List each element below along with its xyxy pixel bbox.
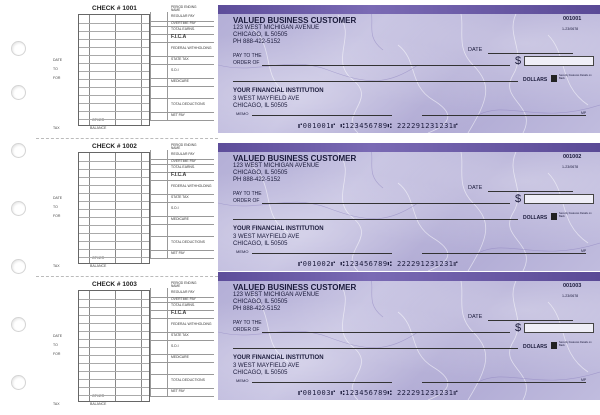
ledger-row-line [79,233,149,234]
binder-hole [11,317,26,332]
signature-line[interactable] [422,382,586,383]
ledger-row-line [79,201,149,202]
ledger-row-line [79,387,149,388]
dollars-label: DOLLARS [523,77,548,83]
bank-name: YOUR FINANCIAL INSTITUTION [233,355,324,361]
mp-label: MP [581,111,587,115]
stub-tax-label: TAX [53,126,60,130]
payroll-row-label: TOTAL DEDUCTIONS [171,240,205,244]
dollar-sign: $ [515,193,522,205]
ledger-row-line [79,307,149,308]
check-stub [36,138,218,276]
period-ending-label: PERIOD ENDING NAME [171,281,197,289]
payroll-row-label: FEDERAL WITHHOLDING [171,184,212,188]
payroll-row-box [150,288,168,297]
signature-line[interactable] [422,115,586,116]
stub-balance-label: BALANCE [90,264,107,268]
payroll-row-box [150,374,168,388]
business-address-1: 123 WEST MICHIGAN AVENUE [233,25,320,31]
payroll-row-label: TOTAL EARNS. [171,165,196,169]
payroll-row-box [150,164,168,172]
payroll-row-label: MEDICARE [171,355,189,359]
mp-label: MP [581,378,587,382]
stub-for-label: FOR [53,76,61,80]
stub-to-label: TO [53,67,58,71]
business-name: VALUED BUSINESS CUSTOMER [233,283,357,292]
padlock-icon [551,75,557,82]
pay-to-label: PAY TO THE ORDER OF [233,320,262,333]
ledger-row-line [79,185,149,186]
stub-other-label: OTHER [92,394,105,398]
business-address-1: 123 WEST MICHIGAN AVENUE [233,163,320,169]
stub-to-label: TO [53,343,58,347]
padlock-icon [551,342,557,349]
stub-date-label: DATE [53,58,63,62]
stub-perforation [36,138,218,139]
payroll-row[interactable] [150,202,214,217]
stub-for-label: FOR [53,352,61,356]
payroll-row[interactable] [150,42,214,57]
payroll-row-box [150,340,168,354]
stub-payroll-table [150,281,216,408]
stub-check-number: CHECK # 1003 [92,281,137,288]
ledger-row-line [79,225,149,226]
payroll-row-label: TOTAL EARNS. [171,27,196,31]
payroll-row-label: STATE TAX [171,195,189,199]
payroll-row-label: STATE TAX [171,333,189,337]
stub-payroll-table [150,5,216,132]
period-ending-label: PERIOD ENDING NAME [171,5,197,13]
memo-field[interactable] [252,253,392,254]
security-features-note: Security Features Details on Back [559,74,592,80]
ledger-row-line [79,111,149,112]
business-phone: PH 888-422-5152 [233,177,281,183]
stub-date-label: DATE [53,334,63,338]
check-number: 001002 [563,154,582,160]
micr-line: ⑈001002⑈ ⑆123456789⑆ 222291231231⑈ [298,260,459,268]
stub-check-number: CHECK # 1002 [92,143,137,150]
check [218,5,600,133]
payroll-row-box [150,216,168,224]
signature-line[interactable] [422,253,586,254]
business-address-2: CHICAGO, IL 50505 [233,32,288,38]
payee-field[interactable] [262,203,510,204]
pay-to-label: PAY TO THE ORDER OF [233,53,262,66]
payroll-row-label: STATE TAX [171,57,189,61]
ledger-row-line [79,47,149,48]
payroll-row-box [150,42,168,56]
ledger-row-line [79,347,149,348]
written-amount-field[interactable] [233,81,518,82]
payroll-row-label: F.I.C.A [171,34,187,40]
binder-hole [11,201,26,216]
stub-to-label: TO [53,205,58,209]
stub-other-label: OTHER [92,118,105,122]
check-top-band [218,5,600,14]
ledger-row-line [79,395,149,396]
payroll-row[interactable] [150,98,214,113]
payroll-row-box [150,150,168,159]
payroll-row-box [150,194,168,202]
routing-fraction: 1-23/0678 [562,294,579,298]
binder-hole [11,85,26,100]
memo-field[interactable] [252,382,392,383]
stub-perforation [36,276,218,277]
micr-line: ⑈001001⑈ ⑆123456789⑆ 222291231231⑈ [298,122,459,130]
payroll-row-box [150,332,168,340]
payroll-row-box [150,202,168,216]
dollars-label: DOLLARS [523,215,548,221]
ledger-row-line [79,177,149,178]
payroll-row[interactable] [150,388,214,397]
payroll-row-label: TOTAL DEDUCTIONS [171,102,205,106]
period-ending-label: PERIOD ENDING NAME [171,143,197,151]
business-name: VALUED BUSINESS CUSTOMER [233,154,357,163]
payroll-row-box [150,86,168,98]
ledger-row-line [79,379,149,380]
payroll-row[interactable] [150,374,214,389]
mp-label: MP [581,249,587,253]
binder-hole [11,375,26,390]
payroll-row-label: F.I.C.A [171,172,187,178]
ledger-row-line [79,31,149,32]
bank-address-2: CHICAGO, IL 50505 [233,370,288,376]
date-label: DATE [468,47,483,53]
dollar-sign: $ [515,322,522,334]
ledger-row-line [79,257,149,258]
ledger-row-line [79,331,149,332]
payroll-row[interactable] [150,318,214,333]
check-top-band [218,272,600,281]
payroll-row-box [150,34,168,42]
ledger-row-line [79,39,149,40]
amount-box[interactable] [524,56,594,66]
routing-fraction: 1-23/0678 [562,165,579,169]
payroll-row-box [150,318,168,332]
payroll-row-label: NET PAY [171,113,185,117]
ledger-row-line [79,87,149,88]
payroll-row-label: S.D.I [171,344,179,348]
stub-date-label: DATE [53,196,63,200]
payroll-row-box [150,180,168,194]
date-label: DATE [468,314,483,320]
ledger-row-line [79,79,149,80]
binder-hole [11,259,26,274]
check [218,143,600,271]
payroll-row-label: S.D.I [171,68,179,72]
ledger-row-line [79,193,149,194]
stub-tax-label: TAX [53,264,60,268]
binder-holes [0,0,36,415]
stub-other-label: OTHER [92,256,105,260]
ledger-row-line [79,241,149,242]
stub-ledger-grid[interactable] [78,14,150,126]
payroll-row[interactable] [150,112,214,121]
payroll-row-label: REGULAR PAY [171,289,195,294]
ledger-row-line [79,209,149,210]
binder-hole [11,143,26,158]
ledger-row-line [79,161,149,162]
payroll-row-label: NET PAY [171,389,185,393]
payroll-row-label: FEDERAL WITHHOLDING [171,322,212,326]
ledger-row-line [79,299,149,300]
memo-label: MEMO [236,111,249,116]
payroll-row-box [150,354,168,362]
payroll-row-box [150,12,168,21]
ledger-row-line [79,371,149,372]
amount-box[interactable] [524,194,594,204]
ledger-row-line [79,323,149,324]
business-address-2: CHICAGO, IL 50505 [233,299,288,305]
payee-field[interactable] [262,65,510,66]
ledger-row-line [79,249,149,250]
check-top-band [218,143,600,152]
payroll-row-box [150,26,168,34]
business-address-1: 123 WEST MICHIGAN AVENUE [233,292,320,298]
payroll-row-box [150,362,168,374]
ledger-row-line [79,363,149,364]
date-label: DATE [468,185,483,191]
stub-tax-label: TAX [53,402,60,406]
ledger-row-line [79,103,149,104]
payroll-row-box [150,224,168,236]
check-number: 001003 [563,283,582,289]
payroll-row-box [150,302,168,310]
stub-ledger-grid[interactable] [78,290,150,402]
payroll-row-label: REGULAR PAY [171,151,195,156]
routing-fraction: 1-23/0678 [562,27,579,31]
bank-address-1: 3 WEST MAYFIELD AVE [233,234,300,240]
ledger-row-line [79,71,149,72]
payroll-row-box [150,172,168,180]
payroll-row-box [150,388,168,396]
stub-balance-label: BALANCE [90,402,107,406]
memo-label: MEMO [236,249,249,254]
payroll-row-label: F.I.C.A [171,310,187,316]
memo-label: MEMO [236,378,249,383]
check-stub [36,0,218,138]
payee-field[interactable] [262,332,510,333]
check-stub [36,276,218,414]
payroll-row-label: S.D.I [171,206,179,210]
date-field[interactable] [488,191,573,192]
ledger-row-line [79,95,149,96]
padlock-icon [551,213,557,220]
payroll-row-label: OVERTIME PAY [171,158,196,163]
check-number: 001001 [563,16,582,22]
bank-name: YOUR FINANCIAL INSTITUTION [233,226,324,232]
checks-column [218,0,600,415]
payroll-row-label: MEDICARE [171,217,189,221]
dollar-sign: $ [515,55,522,67]
business-phone: PH 888-422-5152 [233,39,281,45]
payroll-row[interactable] [150,180,214,195]
security-features-note: Security Features Details on Back [559,341,592,347]
ledger-row-line [79,315,149,316]
payroll-row-label: OVERTIME PAY [171,20,196,25]
stub-for-label: FOR [53,214,61,218]
written-amount-field[interactable] [233,348,518,349]
stub-check-number: CHECK # 1001 [92,5,137,12]
bank-address-1: 3 WEST MAYFIELD AVE [233,363,300,369]
payroll-row-box [150,78,168,86]
memo-field[interactable] [252,115,392,116]
ledger-row-line [79,169,149,170]
ledger-row-line [79,55,149,56]
stub-ledger-grid[interactable] [78,152,150,264]
payroll-row-box [150,98,168,112]
date-field[interactable] [488,320,573,321]
ledger-row-line [79,217,149,218]
payroll-row-label: TOTAL EARNS. [171,303,196,307]
ledger-row-line [79,339,149,340]
stub-payroll-table [150,143,216,270]
payroll-row[interactable] [150,340,214,355]
payroll-row[interactable] [150,250,214,259]
payroll-row[interactable] [150,236,214,251]
payroll-row-label: FEDERAL WITHHOLDING [171,46,212,50]
date-field[interactable] [488,53,573,54]
bank-name: YOUR FINANCIAL INSTITUTION [233,88,324,94]
payroll-row-label: MEDICARE [171,79,189,83]
payroll-row-box [150,56,168,64]
payroll-row-label: TOTAL DEDUCTIONS [171,378,205,382]
ledger-row-line [79,355,149,356]
check-stubs [36,0,218,415]
ledger-row-line [79,23,149,24]
micr-line: ⑈001003⑈ ⑆123456789⑆ 222291231231⑈ [298,389,459,397]
payroll-row-label: REGULAR PAY [171,13,195,18]
written-amount-field[interactable] [233,219,518,220]
business-address-2: CHICAGO, IL 50505 [233,170,288,176]
payroll-row-label: NET PAY [171,251,185,255]
stub-balance-label: BALANCE [90,126,107,130]
payroll-row-box [150,250,168,258]
pay-to-label: PAY TO THE ORDER OF [233,191,262,204]
ledger-row-line [79,63,149,64]
bank-address-2: CHICAGO, IL 50505 [233,241,288,247]
payroll-row-box [150,310,168,318]
ledger-row-line [79,119,149,120]
dollars-label: DOLLARS [523,344,548,350]
bank-address-1: 3 WEST MAYFIELD AVE [233,96,300,102]
binder-hole [11,41,26,56]
payroll-row[interactable] [150,64,214,79]
payroll-row-label: OVERTIME PAY [171,296,196,301]
security-features-note: Security Features Details on Back [559,212,592,218]
business-name: VALUED BUSINESS CUSTOMER [233,16,357,25]
payroll-row-box [150,112,168,120]
amount-box[interactable] [524,323,594,333]
bank-address-2: CHICAGO, IL 50505 [233,103,288,109]
check [218,272,600,400]
payroll-row-box [150,64,168,78]
payroll-row-box [150,236,168,250]
business-phone: PH 888-422-5152 [233,306,281,312]
